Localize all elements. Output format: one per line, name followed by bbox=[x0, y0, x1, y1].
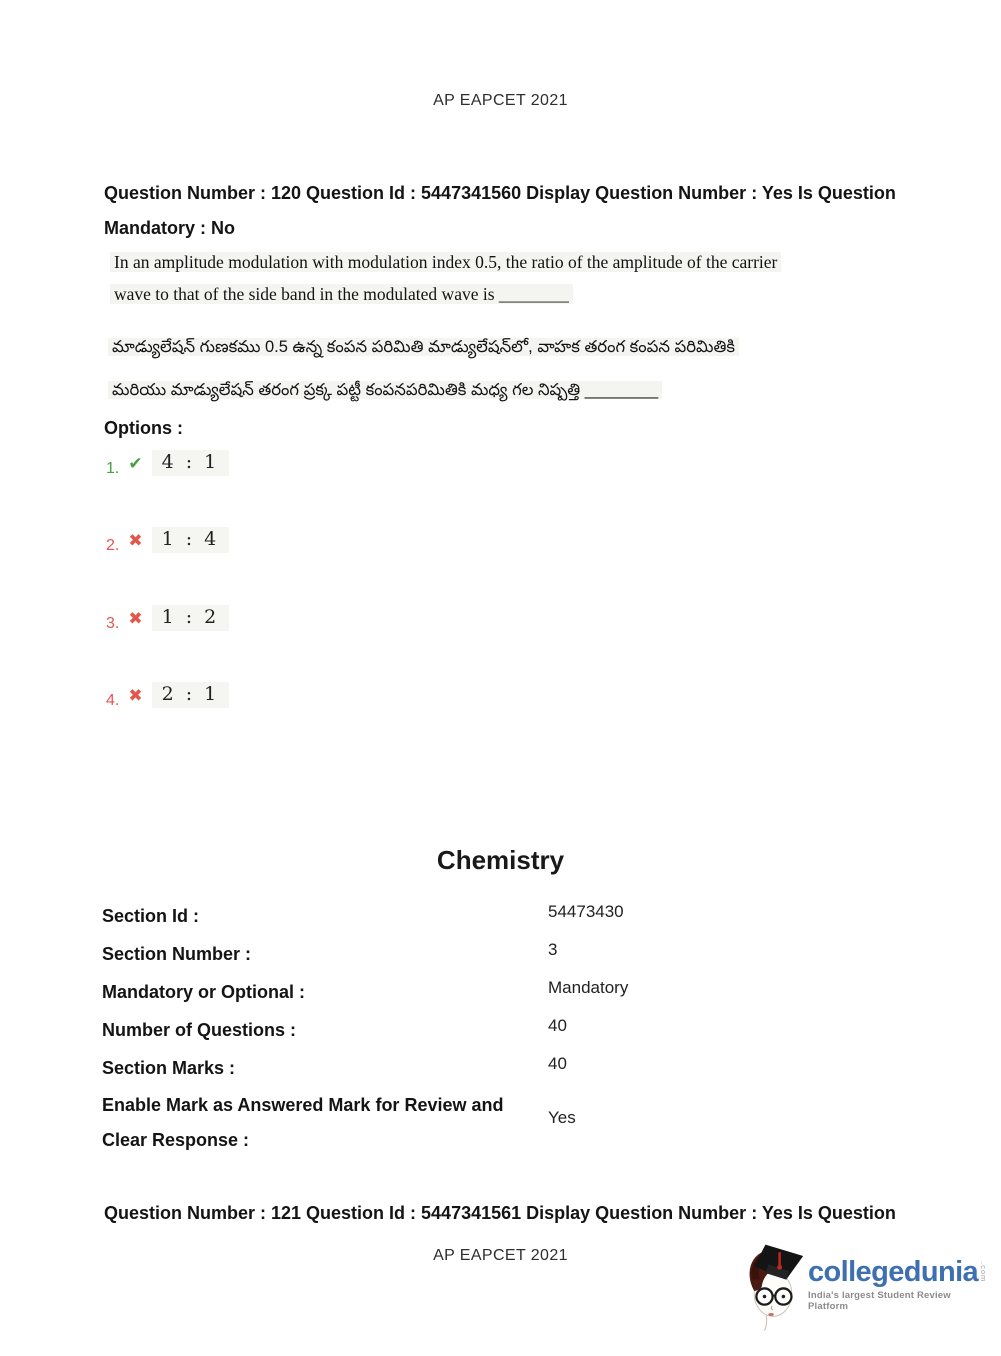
option-1 bbox=[106, 450, 229, 478]
option-3 bbox=[106, 605, 229, 633]
page-footer-title: AP EAPCET 2021 bbox=[433, 1247, 568, 1264]
section-row-label: Number of Questions : bbox=[102, 1020, 297, 1040]
option-2-number: 2. bbox=[106, 537, 120, 554]
section-row-label: Section Marks : bbox=[102, 1058, 236, 1078]
section-row-value: 40 bbox=[548, 1054, 567, 1073]
option-2-value: 1 : 4 bbox=[152, 527, 230, 553]
wrong-cross-icon: ✖ bbox=[128, 609, 143, 628]
section-row-label: Enable Mark as Answered Mark for Review and Clear Response : bbox=[102, 1095, 504, 1150]
section-row-value: Yes bbox=[548, 1108, 576, 1127]
section-row-label: Section Id : bbox=[102, 906, 200, 926]
option-3-number: 3. bbox=[106, 615, 120, 632]
option-2 bbox=[106, 527, 229, 555]
option-4-number: 4. bbox=[106, 692, 120, 709]
option-1-value: 4 : 1 bbox=[152, 450, 230, 476]
wrong-cross-icon: ✖ bbox=[128, 531, 143, 550]
wrong-cross-icon: ✖ bbox=[128, 686, 143, 705]
option-4-value: 2 : 1 bbox=[152, 682, 230, 708]
section-row-mandatory bbox=[102, 975, 952, 1010]
option-4 bbox=[106, 682, 229, 710]
section-row-question-count bbox=[102, 1013, 952, 1048]
section-row-enable-mark bbox=[102, 1088, 952, 1158]
question-text-english bbox=[110, 247, 790, 310]
section-row-value: 40 bbox=[548, 1016, 567, 1035]
brand-tagline: India's largest Student Review Platform bbox=[808, 1290, 951, 1312]
question-english-line1: In an amplitude modulation with modulation index 0.5, the ratio of the amplitude of the carrier bbox=[110, 252, 781, 272]
question-telugu-line1: మాడ్యులేషన్ గుణకము 0.5 ఉన్న కంపన పరిమితి మాడ్యులేషన్‌లో, వాహక తరంగ కంపన పరిమితికి bbox=[108, 338, 739, 356]
section-row-marks bbox=[102, 1051, 952, 1086]
question-120-header bbox=[104, 176, 924, 246]
question-english-line2: wave to that of the side band in the modulated wave is ________ bbox=[110, 284, 573, 304]
option-1-number: 1. bbox=[106, 460, 120, 477]
section-title: Chemistry bbox=[436, 845, 565, 875]
section-row-label: Mandatory or Optional : bbox=[102, 982, 306, 1002]
section-row-value: 54473430 bbox=[548, 902, 624, 921]
brand-domain: .com bbox=[979, 1262, 989, 1283]
question-text-telugu bbox=[108, 326, 768, 412]
question-121-header: Question Number : 121 Question Id : 5447341561 Display Question Number : Yes Is Question bbox=[104, 1203, 896, 1223]
section-row-value: Mandatory bbox=[548, 978, 629, 997]
options-label: Options : bbox=[104, 418, 183, 438]
section-row-id bbox=[102, 899, 952, 934]
collegedunia-logo bbox=[740, 1241, 992, 1342]
correct-check-icon: ✔ bbox=[128, 454, 143, 473]
question-telugu-line2: మరియు మాడ్యులేషన్ తరంగ ప్రక్క పట్టీ కంపనపరిమితికి మధ్య గల నిష్పత్తి ________ bbox=[108, 381, 662, 399]
section-row-number bbox=[102, 937, 952, 972]
option-3-value: 1 : 2 bbox=[152, 605, 230, 631]
question-header-line2: Mandatory : No bbox=[104, 218, 236, 238]
graduate-mascot-icon bbox=[740, 1241, 806, 1342]
question-header-line1: Question Number : 120 Question Id : 5447341560 Display Question Number : Yes Is Question bbox=[104, 183, 896, 203]
page-header-title: AP EAPCET 2021 bbox=[433, 92, 568, 109]
logo-text bbox=[808, 1241, 992, 1342]
section-row-value: 3 bbox=[548, 940, 558, 959]
brand-name: collegedunia bbox=[808, 1256, 979, 1288]
section-row-label: Section Number : bbox=[102, 944, 252, 964]
